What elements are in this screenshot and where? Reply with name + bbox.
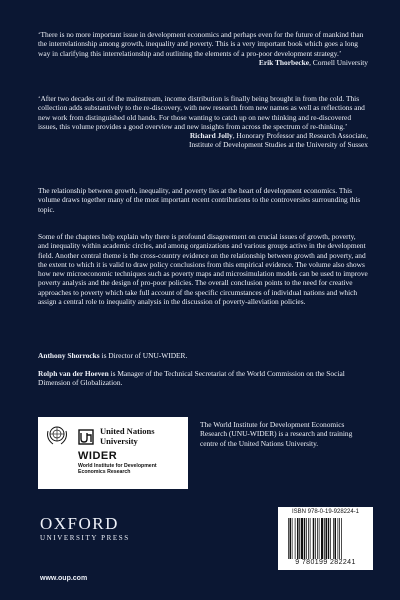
barcode-bar: [304, 518, 306, 559]
wider-wordmark: WIDER: [78, 450, 118, 462]
editor-bio-1: [38, 351, 368, 360]
barcode-bar: [319, 518, 320, 559]
barcode-bar: [301, 518, 303, 559]
editor-bio-text: is Director of UNU-WIDER.: [99, 351, 188, 360]
barcode-digits: 9 780199 282241: [295, 559, 356, 566]
barcode-bar: [333, 518, 334, 559]
quote-attribution: [38, 131, 368, 140]
quote-text: ‘After two decades out of the mainstream, income distribution is finally being brought in from the cold. This collection adds substantively to the re-discovery, with new research from new names as well as reflections and new work from distinguished old hands. For those wanting to catch up on new thinking and re-discovered issues, this volume provides a good overview and new insights from across the spectrum of re-thinking.’: [38, 94, 365, 131]
barcode-bar: [299, 518, 300, 559]
unu-name-line-2: University: [100, 436, 138, 446]
barcode-bar: [324, 518, 325, 559]
quote-affiliation-line2: Institute of Development Studies at the University of Sussex: [189, 140, 368, 150]
barcode-bar: [313, 518, 315, 559]
barcode-bar: [339, 518, 340, 559]
description-paragraph-2: Some of the chapters help explain why there is profound disagreement on crucial issues of growth, poverty, and inequality within academic circles, and among organizations and various groups active in the development field. Another central theme is the cross-country evidence on the relationship between growth and poverty, and the extent to which it is valid to draw policy conclusions from this empirical evidence. The volume also shows how new microeconomic techniques such as poverty maps and microsimulation models can be used to improve poverty analysis and the design of pro-poor policies. The overall conclusion points to the need for creative approaches to poverty which take full account of the specific circumstances of individual nations and which assign a central role to inequality analysis in the discussion of poverty-alleviation policies.: [38, 232, 368, 307]
barcode-bar: [297, 518, 299, 559]
editor-name: Rolph van der Hoeven: [38, 369, 109, 378]
wider-description: The World Institute for Development Economics Research (UNU-WIDER) is a research and training centre of the United Nations University.: [200, 420, 353, 448]
publisher-name: OXFORD: [40, 514, 119, 533]
barcode-bar: [335, 518, 337, 559]
quote-attribution: [38, 58, 368, 67]
isbn-label: ISBN 978-0-19-928224-1: [291, 509, 360, 515]
barcode-bar: [310, 518, 311, 559]
wider-subtitle: [78, 463, 178, 475]
barcode-bar: [306, 518, 307, 559]
editor-name: Anthony Shorrocks: [38, 351, 100, 360]
barcode-bar: [328, 518, 330, 559]
un-emblem-icon: [44, 423, 70, 449]
barcode-bar: [295, 518, 296, 559]
wider-subtitle-line-2: Economics Research: [78, 469, 131, 475]
quote-affiliation: , Honorary Professor and Research Associate,: [232, 131, 368, 141]
barcode-bar: [330, 518, 331, 559]
isbn-barcode: [278, 507, 373, 570]
editor-bio-text: is Manager of the Technical Secretariat of the World Commission on the Social Dimension of Globalization.: [38, 369, 345, 388]
wider-subtitle-line-1: World Institute for Development: [78, 463, 157, 469]
barcode-bar: [290, 518, 292, 559]
barcode-icon: [288, 518, 363, 559]
quote-author: Erik Thorbecke: [258, 57, 310, 67]
barcode-bar: [315, 518, 316, 559]
unu-name-line-1: United Nations: [100, 426, 155, 436]
barcode-bar: [321, 518, 323, 559]
quote-affiliation: , Cornell University: [309, 57, 368, 67]
quote-text: ‘There is no more important issue in development economics and perhaps even for the future of mankind than the interrelationship among growth, inequality and poverty. This is a very important book which goes a long way in clarifying this interrelationship and outlining the elements of a pro-poor development strategy.’: [38, 30, 364, 58]
barcode-bar: [308, 518, 309, 559]
publisher-subtitle: UNIVERSITY PRESS: [40, 534, 130, 542]
barcode-bar: [317, 518, 318, 559]
barcode-bar: [338, 518, 339, 559]
barcode-bar: [326, 518, 328, 559]
barcode-bar: [288, 518, 289, 559]
barcode-bar: [341, 518, 342, 559]
unu-wider-logo: [38, 417, 188, 489]
publisher-url: www.oup.com: [40, 575, 88, 582]
description-paragraph-1: The relationship between growth, inequality, and poverty lies at the heart of development economics. This volume draws together many of the most important recent contributions to the controversies surrounding this topic.: [38, 186, 361, 214]
quote-author: Richard Jolly: [189, 131, 233, 141]
unu-mark-icon: [78, 429, 94, 445]
endorsement-quote-1: [38, 30, 368, 67]
publisher-logo: [40, 514, 130, 542]
editor-bio-2: [38, 369, 368, 388]
endorsement-quote-2: [38, 94, 368, 150]
barcode-bar: [292, 518, 293, 559]
